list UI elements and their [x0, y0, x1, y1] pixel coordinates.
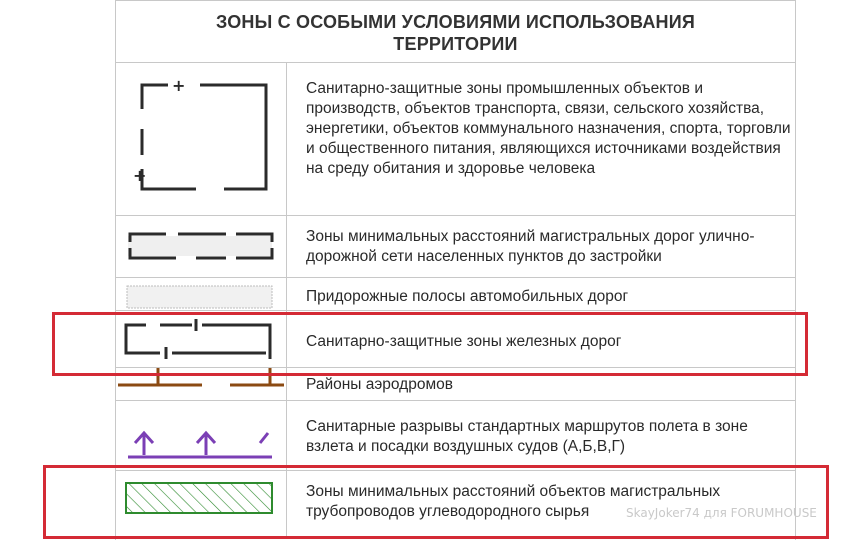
legend-row-roadside-strips: [116, 278, 795, 311]
legend-row-text: Зоны минимальных расстояний объектов магистральных трубопроводов углеводородного сырья: [306, 483, 721, 520]
road-min-distance-symbol: [116, 216, 286, 277]
watermark: SkayJoker74 для FORUMHOUSE: [626, 506, 817, 520]
legend-table: [115, 0, 796, 540]
legend-title-line1: ЗОНЫ С ОСОБЫМИ УСЛОВИЯМИ ИСПОЛЬЗОВАНИЯ: [215, 12, 696, 32]
legend-header: [116, 0, 795, 63]
roadside-strip-symbol: [116, 278, 286, 310]
highlight-pipeline-row: [43, 465, 829, 539]
legend-title-line2: ТЕРРИТОРИИ: [393, 34, 518, 54]
symbol-cell: [116, 63, 287, 215]
legend-title: [116, 11, 795, 55]
legend-row-text: Санитарно-защитные зоны железных дорог: [306, 333, 622, 350]
legend-row-text: Районы аэродромов: [306, 376, 453, 393]
header-top-rule: [116, 0, 795, 6]
legend-row-flight-routes: [116, 401, 795, 471]
symbol-cell: [116, 216, 287, 277]
symbol-cell: [116, 401, 287, 470]
legend-row-sanitary-zones: [116, 63, 795, 216]
svg-text:+: +: [133, 166, 147, 185]
legend-row-text: Санитарно-защитные зоны промышленных объектов и производств, объектов транспорта, связи, сельского хозяйства, энергетики, объектов коммунального назначения, спорта, торговли и общественного питания, являющихся источниками воздействия на среду обитания и здоровье человека: [306, 80, 791, 177]
flight-route-gap-symbol: [116, 401, 286, 470]
legend-row-road-min-distance: [116, 216, 795, 278]
sanitary-protection-zone-symbol: [116, 63, 286, 215]
legend-row-text: Санитарные разрывы стандартных маршрутов полета в зоне взлета и посадки воздушных судов (А,Б,В,Г): [306, 418, 748, 455]
legend-row-text: Придорожные полосы автомобильных дорог: [306, 288, 629, 305]
legend-row-text: Зоны минимальных расстояний магистральных дорог улично-дорожной сети населенных пунктов до застройки: [306, 228, 755, 265]
highlight-railway-row: [52, 312, 808, 376]
symbol-cell: [116, 278, 287, 310]
svg-text:+: +: [172, 76, 186, 95]
